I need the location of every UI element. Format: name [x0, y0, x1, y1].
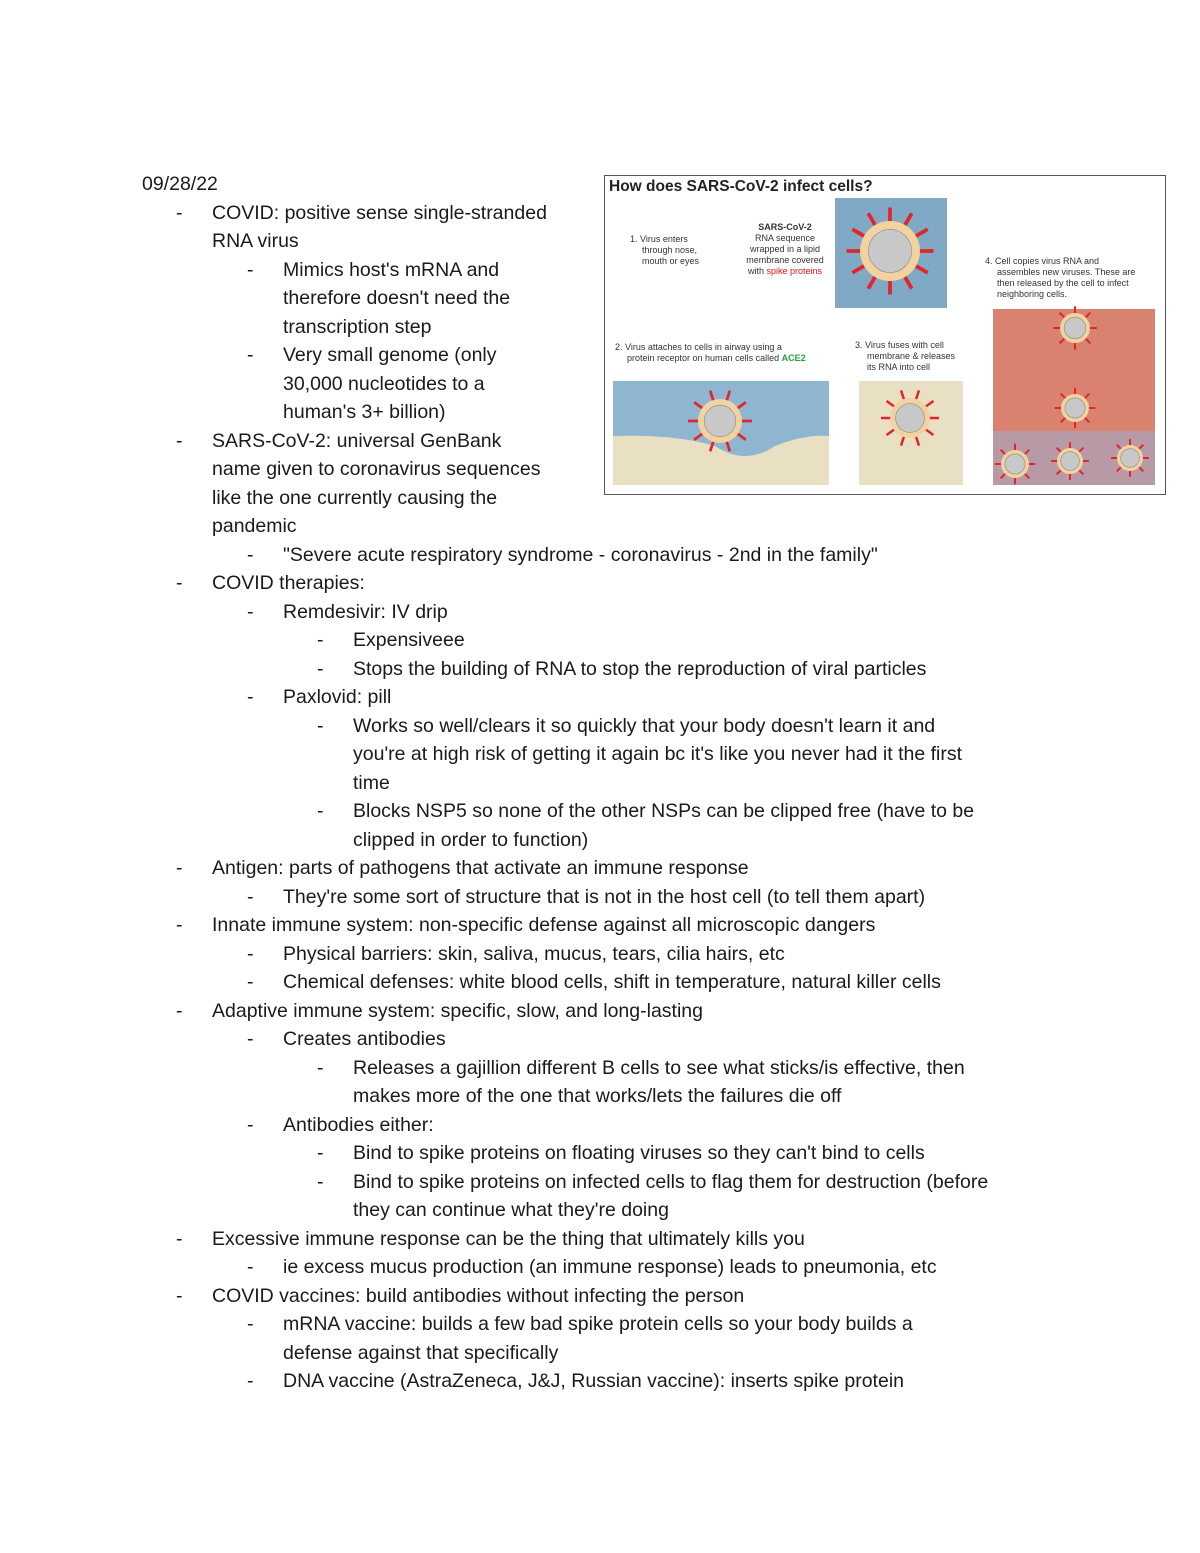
- list-item: [353, 1082, 841, 1111]
- bullet-dash: -: [247, 942, 254, 965]
- bullet-dash: -: [247, 971, 254, 993]
- bullet-dash: -: [247, 1313, 254, 1335]
- bullet-dash: -: [247, 600, 254, 623]
- list-item-text: Excessive immune response can be the thing that ultimately kills you: [212, 1227, 805, 1250]
- list-item: [283, 313, 432, 342]
- list-item-text: Very small genome (only: [283, 344, 497, 366]
- list-item-text: they can continue what they're doing: [353, 1199, 669, 1221]
- list-item-text: DNA vaccine (AstraZeneca, J&J, Russian vaccine): inserts spike protein: [283, 1370, 905, 1392]
- list-item: [247, 940, 785, 969]
- list-item: [247, 541, 878, 570]
- list-item: [247, 968, 941, 997]
- virus-particle: [1111, 439, 1149, 477]
- bullet-dash: -: [176, 1284, 183, 1307]
- list-item: [353, 826, 588, 855]
- figure-title: How does SARS-CoV-2 infect cells?: [609, 178, 873, 195]
- list-item: [176, 911, 876, 940]
- list-item-text: Blocks NSP5 so none of the other NSPs can be clipped free (have to be: [353, 800, 975, 822]
- list-item-text: transcription step: [283, 315, 432, 338]
- figure-illustrations: [605, 176, 1167, 496]
- bullet-dash: -: [247, 1028, 254, 1050]
- list-item-text: Physical barriers: skin, saliva, mucus, tears, cilia hairs, etc: [283, 942, 785, 965]
- list-item-text: Innate immune system: non-specific defense against all microscopic dangers: [212, 914, 876, 936]
- bullet-dash: -: [176, 429, 183, 452]
- list-item-text: time: [353, 771, 390, 794]
- bullet-dash: -: [317, 629, 324, 651]
- list-item: [317, 655, 927, 684]
- virus-core: [1065, 398, 1085, 418]
- list-item-text: ie excess mucus production (an immune response) leads to pneumonia, etc: [283, 1256, 937, 1278]
- bullet-dash: -: [247, 885, 254, 908]
- bullet-dash: -: [176, 201, 183, 224]
- virus-particle: [1055, 388, 1096, 429]
- list-item-text: Works so well/clears it so quickly that your body doesn't learn it and: [353, 714, 936, 737]
- virus-core: [1061, 452, 1080, 471]
- list-item: [317, 797, 975, 826]
- list-item: [353, 769, 390, 798]
- list-item: [176, 1282, 745, 1311]
- bullet-dash: -: [317, 1142, 324, 1164]
- bullet-dash: -: [176, 999, 183, 1022]
- list-item: [283, 284, 510, 313]
- list-item: [247, 341, 497, 370]
- bullet-dash: -: [247, 344, 254, 366]
- bullet-dash: -: [176, 1227, 183, 1250]
- list-item: [247, 1367, 905, 1396]
- bullet-dash: -: [247, 686, 254, 708]
- virus-core: [1121, 449, 1140, 468]
- list-item: [353, 740, 962, 769]
- virus-particle: [1051, 442, 1089, 480]
- virus-core: [896, 404, 925, 433]
- bullet-dash: -: [317, 1170, 324, 1193]
- list-item: [247, 1025, 446, 1054]
- list-item-text: Adaptive immune system: specific, slow, and long-lasting: [212, 999, 703, 1022]
- list-item-text: makes more of the one that works/lets the failures die off: [353, 1085, 842, 1107]
- list-item-text: Antigen: parts of pathogens that activate an immune response: [212, 857, 749, 879]
- list-item: [283, 398, 446, 427]
- list-item-text: like the one currently causing the: [212, 486, 498, 509]
- bullet-dash: -: [247, 258, 254, 281]
- list-item-text: COVID vaccines: build antibodies without infecting the person: [212, 1284, 745, 1307]
- list-item-text: 30,000 nucleotides to a: [283, 372, 485, 395]
- list-item: [176, 569, 365, 598]
- list-item-text: Creates antibodies: [283, 1028, 446, 1050]
- list-item: [247, 683, 392, 712]
- list-item-text: human's 3+ billion): [283, 401, 446, 423]
- list-item-text: They're some sort of structure that is not in the host cell (to tell them apart): [283, 885, 926, 908]
- bullet-dash: -: [247, 543, 254, 566]
- list-item-text: Stops the building of RNA to stop the reproduction of viral particles: [353, 657, 927, 680]
- bullet-dash: -: [176, 857, 183, 879]
- list-item-text: mRNA vaccine: builds a few bad spike protein cells so your body builds a: [283, 1313, 913, 1335]
- bullet-dash: -: [317, 657, 324, 680]
- virus-core: [1064, 317, 1086, 339]
- virus-core: [704, 405, 736, 437]
- list-item-text: you're at high risk of getting it again bc it's like you never had it the first: [353, 743, 963, 765]
- bullet-dash: -: [247, 1256, 254, 1278]
- bullet-dash: -: [247, 1370, 254, 1392]
- list-item-text: Bind to spike proteins on infected cells to flag them for destruction (before: [353, 1170, 989, 1193]
- list-item-text: Chemical defenses: white blood cells, shift in temperature, natural killer cells: [283, 971, 941, 993]
- list-item: [176, 1225, 805, 1254]
- list-item-text: clipped in order to function): [353, 828, 589, 851]
- list-item: [176, 199, 547, 228]
- step3-text: 3. Virus fuses with cell membrane & releases its RNA into cell: [855, 340, 956, 372]
- list-item: [247, 1253, 937, 1282]
- list-item: [176, 854, 749, 883]
- list-item-text: Expensiveee: [353, 629, 465, 651]
- bullet-dash: -: [247, 1113, 254, 1136]
- list-item-text: Releases a gajillion different B cells to see what sticks/is effective, then: [353, 1056, 965, 1079]
- list-item-text: pandemic: [212, 515, 297, 537]
- sars-cov-2-infection-figure: [604, 175, 1166, 495]
- list-item: [247, 1111, 434, 1140]
- virus-particle: [995, 444, 1036, 485]
- list-item-text: Mimics host's mRNA and: [283, 258, 500, 281]
- list-item: [247, 883, 926, 912]
- bullet-dash: -: [176, 572, 183, 594]
- list-item: [317, 626, 465, 655]
- list-item: [212, 227, 299, 256]
- virus-particle: [1053, 306, 1097, 350]
- list-item: [317, 712, 936, 741]
- list-item: [176, 997, 703, 1026]
- list-item-text: Remdesivir: IV drip: [283, 600, 448, 623]
- list-item-text: defense against that specifically: [283, 1341, 559, 1364]
- bullet-dash: -: [317, 1056, 324, 1079]
- list-item: [283, 1339, 558, 1368]
- list-item: [317, 1054, 965, 1083]
- list-item: [212, 455, 540, 484]
- step2-text: 2. Virus attaches to cells in airway using a protein receptor on human cells called ACE2: [615, 342, 806, 363]
- note-date: 09/28/22: [142, 173, 218, 195]
- list-item-text: Paxlovid: pill: [283, 686, 392, 708]
- list-item-text: COVID: positive sense single-stranded: [212, 201, 547, 224]
- list-item: [247, 598, 448, 627]
- list-item-text: RNA virus: [212, 230, 299, 252]
- bullet-dash: -: [317, 800, 324, 822]
- list-item-text: therefore doesn't need the: [283, 287, 511, 309]
- virus-description: SARS-CoV-2 RNA sequence wrapped in a lipid membrane covered with spike proteins: [746, 222, 824, 276]
- list-item-text: Antibodies either:: [283, 1113, 434, 1136]
- list-item-text: "Severe acute respiratory syndrome - coronavirus - 2nd in the family": [283, 543, 878, 566]
- bullet-dash: -: [317, 714, 324, 737]
- list-item: [317, 1139, 925, 1168]
- list-item: [176, 427, 502, 456]
- virus-core: [1005, 454, 1025, 474]
- list-item-text: name given to coronavirus sequences: [212, 458, 541, 480]
- list-item-text: Bind to spike proteins on floating viruses so they can't bind to cells: [353, 1142, 925, 1164]
- virus-core: [868, 229, 911, 272]
- list-item: [247, 256, 500, 285]
- list-item: [212, 484, 497, 513]
- list-item-text: SARS-CoV-2: universal GenBank: [212, 429, 502, 452]
- list-item: [247, 1310, 913, 1339]
- list-item: [317, 1168, 989, 1197]
- list-item-text: COVID therapies:: [212, 572, 365, 594]
- bullet-dash: -: [176, 914, 183, 936]
- list-item: [283, 370, 485, 399]
- step1-text: 1. Virus enters through nose, mouth or eyes: [630, 234, 700, 266]
- step4-text: 4. Cell copies virus RNA and assembles new viruses. These are then released by the cell to infect neighboring cells.: [985, 256, 1136, 299]
- list-item: [353, 1196, 669, 1225]
- list-item: [212, 512, 297, 541]
